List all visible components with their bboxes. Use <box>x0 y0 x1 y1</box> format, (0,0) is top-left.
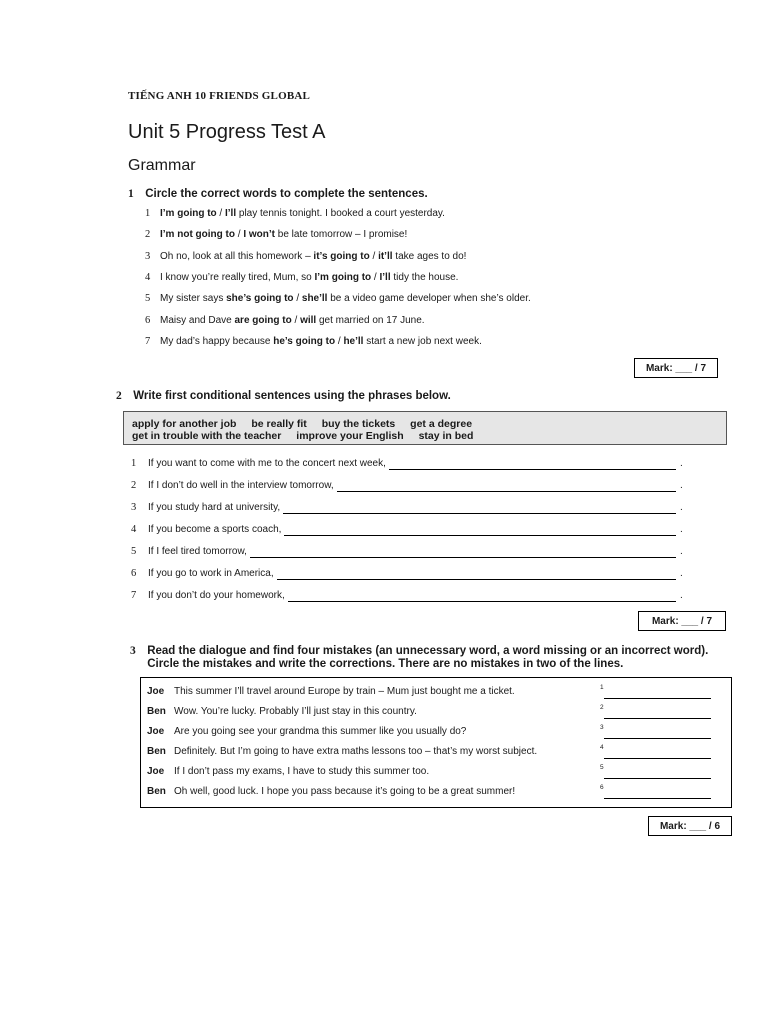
q3-instruction-line1: Read the dialogue and find four mistakes (an unnecessary word, a word missing or an incorrect word). <box>147 645 709 657</box>
answer-option[interactable]: it’s going to <box>313 250 370 262</box>
sentence-text: / <box>216 208 225 219</box>
answer-option[interactable]: I’m not going to <box>160 229 235 241</box>
dialogue-text[interactable]: Oh well, good luck. I hope you pass because it’s going to be a great summer! <box>174 786 516 797</box>
dialogue-text[interactable]: This summer I’ll travel around Europe by train – Mum just bought me a ticket. <box>174 686 515 697</box>
correction-number: 1 <box>600 684 604 691</box>
q2-prompt: If you don’t do your homework, <box>148 590 285 601</box>
dialogue-line <box>147 746 537 757</box>
answer-option[interactable]: I’ll <box>379 271 391 283</box>
answer-option[interactable]: she’s going to <box>226 293 294 305</box>
correction-line[interactable] <box>604 778 711 779</box>
phrase: apply for another job <box>132 418 237 430</box>
answer-option[interactable]: I’m going to <box>314 271 372 283</box>
speaker-name: Joe <box>147 686 165 697</box>
item-number: 3 <box>145 250 151 262</box>
speaker-name: Ben <box>147 786 166 797</box>
answer-option[interactable]: he’ll <box>343 335 364 347</box>
sentence-text: Oh no, look at all this homework – <box>160 250 314 262</box>
phrase-row-1 <box>132 418 718 430</box>
q2-prompt: If I don’t do well in the interview tomorrow, <box>148 480 334 491</box>
answer-line[interactable] <box>337 491 676 492</box>
end-punctuation: . <box>680 480 683 491</box>
q1-item <box>145 229 407 240</box>
correction-line[interactable] <box>604 758 711 759</box>
sentence-text: My dad’s happy because <box>160 335 274 347</box>
sentence-text: play tennis tonight. I booked a court yesterday. <box>236 208 445 219</box>
phrase: buy the tickets <box>321 418 396 430</box>
sentence-text: / <box>371 271 380 283</box>
phrase-box <box>123 411 727 445</box>
sentence-text: / <box>369 250 379 262</box>
phrase: be really fit <box>251 418 307 430</box>
answer-line[interactable] <box>284 535 676 536</box>
page-title: Unit 5 Progress Test A <box>128 121 326 143</box>
correction-line[interactable] <box>604 718 711 719</box>
answer-option[interactable]: I’ll <box>225 208 237 219</box>
correction-line[interactable] <box>604 798 711 799</box>
item-number: 7 <box>145 335 151 347</box>
q2-prompt: If you want to come with me to the concert next week, <box>148 458 386 469</box>
sentence-text: be a video game developer when she’s older. <box>327 293 531 305</box>
q1-instruction: Circle the correct words to complete the sentences. <box>145 188 428 200</box>
q2-prompt: If you become a sports coach, <box>148 524 282 535</box>
end-punctuation: . <box>680 590 683 601</box>
sentence-text: I know you’re really tired, Mum, so <box>160 271 315 283</box>
item-number: 5 <box>145 293 151 305</box>
item-number: 3 <box>131 502 137 513</box>
q2-prompt: If you go to work in America, <box>148 568 274 579</box>
answer-line[interactable] <box>277 579 676 580</box>
q2-number: 2 <box>116 390 122 402</box>
dialogue-line <box>147 786 515 797</box>
q1-item <box>145 293 531 304</box>
item-number: 2 <box>145 229 151 241</box>
answer-option[interactable]: I won’t <box>243 229 275 241</box>
q1-item <box>145 315 425 326</box>
speaker-name: Joe <box>147 766 165 777</box>
sentence-text: / <box>234 229 244 241</box>
phrase: stay in bed <box>418 430 474 442</box>
answer-option[interactable]: I’m going to <box>160 208 217 219</box>
sentence-text: get married on 17 June. <box>316 314 425 326</box>
phrase: get in trouble with the teacher <box>132 430 282 442</box>
item-number: 4 <box>131 524 137 535</box>
end-punctuation: . <box>680 546 683 557</box>
sentence-text: Maisy and Dave <box>160 314 235 326</box>
item-number: 2 <box>131 480 137 491</box>
item-number: 7 <box>131 590 137 601</box>
speaker-name: Joe <box>147 726 165 737</box>
sentence-text: / <box>293 293 302 305</box>
dialogue-line <box>147 686 515 697</box>
q1-item <box>145 336 482 347</box>
section-title: Grammar <box>128 157 196 174</box>
answer-option[interactable]: are going to <box>234 314 292 326</box>
phrase-row-2 <box>132 430 718 442</box>
end-punctuation: . <box>680 524 683 535</box>
correction-number: 5 <box>600 764 604 771</box>
sentence-text: be late tomorrow – I promise! <box>275 229 408 241</box>
dialogue-line <box>147 726 466 737</box>
q2-prompt: If you study hard at university, <box>148 502 281 513</box>
q1-item <box>145 272 458 283</box>
phrase: improve your English <box>296 430 404 442</box>
correction-number: 6 <box>600 784 604 791</box>
dialogue-box <box>140 677 732 808</box>
answer-line[interactable] <box>389 469 676 470</box>
item-number: 5 <box>131 546 137 557</box>
q2-instruction: Write first conditional sentences using the phrases below. <box>133 390 451 402</box>
answer-option[interactable]: she’ll <box>301 293 328 305</box>
dialogue-text[interactable]: If I don’t pass my exams, I have to study this summer too. <box>174 766 430 777</box>
speaker-name: Ben <box>147 706 166 717</box>
sentence-text: take ages to do! <box>392 250 467 262</box>
end-punctuation: . <box>680 568 683 579</box>
dialogue-line <box>147 766 429 777</box>
correction-line[interactable] <box>604 698 711 699</box>
item-number: 1 <box>131 458 137 469</box>
answer-option[interactable]: it’ll <box>378 250 393 262</box>
correction-line[interactable] <box>604 738 711 739</box>
dialogue-text[interactable]: Definitely. But I’m going to have extra maths lessons too – that’s my worst subject. <box>174 746 538 757</box>
q3-instruction-line2: Circle the mistakes and write the corrections. There are no mistakes in two of the lines. <box>147 658 624 670</box>
q1-number: 1 <box>128 188 134 200</box>
dialogue-text[interactable]: Wow. You’re lucky. Probably I’ll just stay in this country. <box>174 706 417 717</box>
answer-option[interactable]: will <box>300 314 317 326</box>
q2-prompt: If I feel tired tomorrow, <box>148 546 247 557</box>
q1-heading <box>128 188 428 200</box>
sentence-text: / <box>335 335 344 347</box>
correction-number: 3 <box>600 724 604 731</box>
q3-mark-box: Mark: ___ / 6 <box>648 816 732 836</box>
sentence-text: My sister says <box>160 293 227 305</box>
answer-line[interactable] <box>283 513 676 514</box>
q1-item <box>145 251 466 262</box>
phrase: get a degree <box>410 418 473 430</box>
end-punctuation: . <box>680 502 683 513</box>
q1-item <box>145 208 445 219</box>
item-number: 4 <box>145 271 151 283</box>
item-number: 6 <box>145 314 151 326</box>
answer-option[interactable]: he’s going to <box>273 335 336 347</box>
answer-line[interactable] <box>288 601 676 602</box>
q3-heading <box>130 645 708 671</box>
q1-mark-box: Mark: ___ / 7 <box>634 358 718 378</box>
dialogue-line <box>147 706 417 717</box>
correction-number: 4 <box>600 744 604 751</box>
q2-heading <box>116 390 451 402</box>
sentence-text: start a new job next week. <box>363 335 482 347</box>
dialogue-text[interactable]: Are you going see your grandma this summer like you usually do? <box>174 726 467 737</box>
item-number: 6 <box>131 568 137 579</box>
end-punctuation: . <box>680 458 683 469</box>
answer-line[interactable] <box>250 557 676 558</box>
q2-mark-box: Mark: ___ / 7 <box>638 611 726 631</box>
q3-number: 3 <box>130 645 136 657</box>
sentence-text: / <box>291 314 301 326</box>
correction-number: 2 <box>600 704 604 711</box>
item-number: 1 <box>145 208 151 219</box>
series-label: TIẾNG ANH 10 FRIENDS GLOBAL <box>128 90 311 102</box>
speaker-name: Ben <box>147 746 166 757</box>
sentence-text: tidy the house. <box>390 271 459 283</box>
